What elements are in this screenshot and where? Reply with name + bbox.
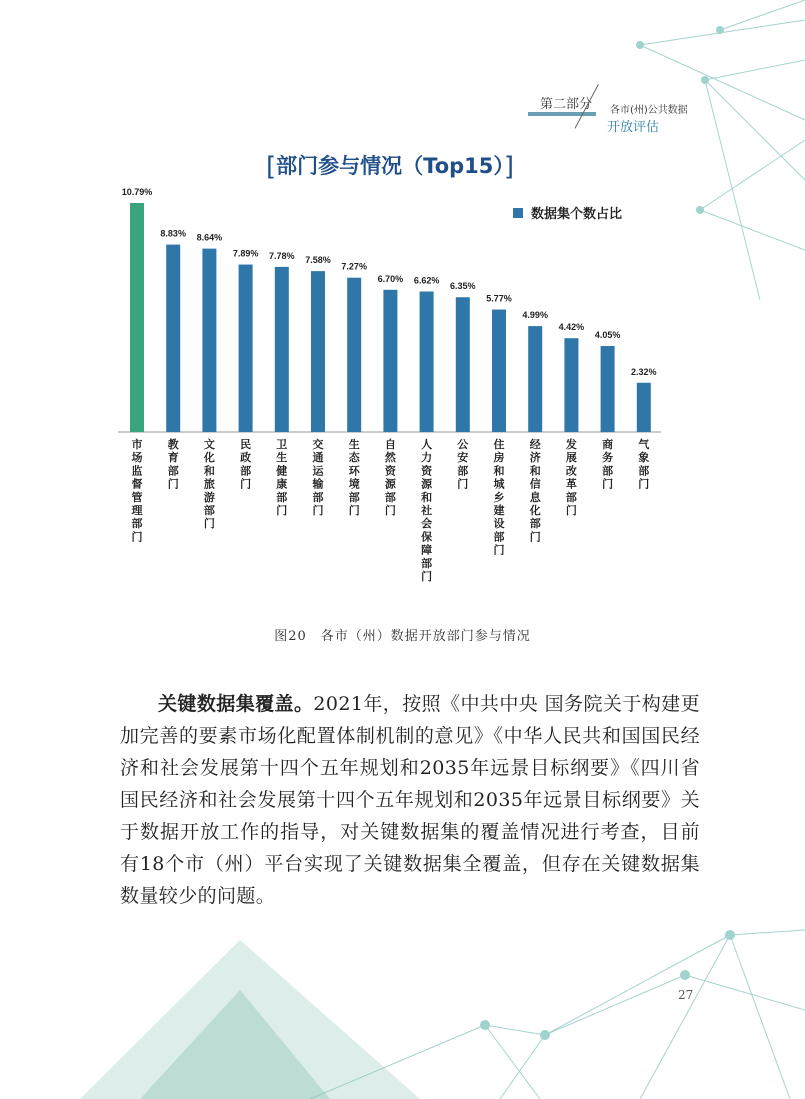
category-label: 教育部门 xyxy=(167,438,179,491)
bar xyxy=(275,267,289,432)
data-label: 5.77% xyxy=(486,293,512,304)
category-label: 商务部门 xyxy=(602,438,614,491)
bar xyxy=(166,245,180,432)
paragraph-lead: 关键数据集覆盖。 xyxy=(158,693,314,715)
category-label: 公安部门 xyxy=(457,438,469,491)
category-label: 自然资源部门 xyxy=(384,438,396,517)
bar xyxy=(347,278,361,432)
category-label: 文化和旅游部门 xyxy=(203,438,215,531)
chart-title-text: 部门参与情况（Top15） xyxy=(276,154,504,178)
category-label: 交通运输部门 xyxy=(312,438,324,517)
category-label: 经济和信息化部门 xyxy=(529,438,541,544)
category-label: 生态环境部门 xyxy=(348,438,360,517)
data-label: 7.78% xyxy=(269,250,295,261)
legend-label: 数据集个数占比 xyxy=(531,207,623,222)
data-label: 10.79% xyxy=(121,187,153,197)
section-label: 第二部分 xyxy=(540,97,593,112)
bar xyxy=(637,383,651,432)
bar xyxy=(601,346,615,432)
data-label: 6.62% xyxy=(413,275,440,286)
data-label: 4.42% xyxy=(558,322,585,333)
data-label: 8.64% xyxy=(196,232,223,243)
category-label: 卫生健康部门 xyxy=(276,438,288,517)
bar xyxy=(420,292,434,432)
bar xyxy=(528,326,542,432)
data-label: 6.35% xyxy=(450,281,476,292)
category-label: 市场监督管理部门 xyxy=(131,438,143,544)
paragraph-text: 2021年，按照《中共中央 国务院关于构建更加完善的要素市场化配置体制机制的意见》《中华人民共和国国民经济和社会发展第十四个五年规划和2035年远景目标纲要》《四川省国民经济和社会发展第十四个五年规划和2035年远景目标纲要》关于数据开放工作的指导，对关键数据集的覆盖情况进行考查，目前有18个市（州）平台实现了关键数据集全覆盖，但存在关键数据集数量较少的问题。 xyxy=(120,693,700,907)
data-label: 7.27% xyxy=(341,261,367,272)
data-label: 2.32% xyxy=(631,366,657,377)
chart-title: [部门参与情况（Top15）] xyxy=(266,152,515,182)
category-label: 民政部门 xyxy=(240,438,252,491)
category-label: 发展改革部门 xyxy=(565,438,577,517)
bar xyxy=(239,265,253,432)
body-paragraph xyxy=(120,688,700,912)
figure-caption: 图20 各市（州）数据开放部门参与情况 xyxy=(274,629,531,644)
bar xyxy=(383,290,397,432)
data-label: 6.70% xyxy=(377,273,404,284)
bar xyxy=(202,249,216,432)
category-label: 人力资源和社会保障部门 xyxy=(421,438,433,583)
bar xyxy=(492,310,506,432)
data-label: 8.83% xyxy=(160,228,186,239)
bar xyxy=(456,297,470,432)
section-subtitle: 各市(州)公共数据 xyxy=(610,105,688,116)
bar xyxy=(564,338,578,432)
data-label: 4.99% xyxy=(522,310,548,321)
section-subtitle-2: 开放评估 xyxy=(607,120,660,135)
bar xyxy=(311,271,325,432)
data-label: 7.58% xyxy=(305,255,331,266)
category-label: 住房和城乡建设部门 xyxy=(493,438,505,557)
bar xyxy=(130,203,144,432)
data-label: 7.89% xyxy=(232,248,259,259)
page-number: 27 xyxy=(678,988,694,1002)
category-label: 气象部门 xyxy=(638,438,650,491)
data-label: 4.05% xyxy=(594,330,621,341)
